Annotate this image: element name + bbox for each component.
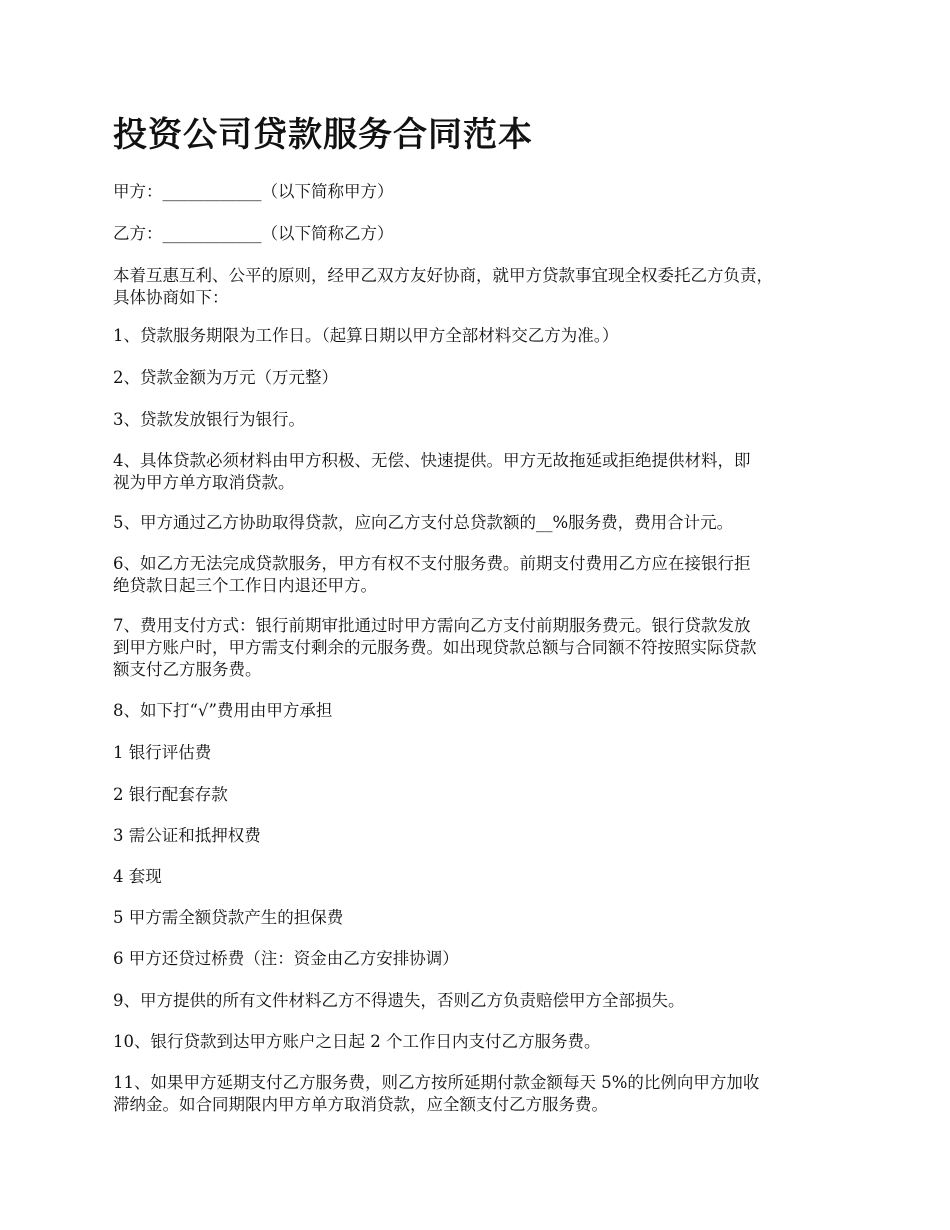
clause-2: 2、贷款金额为万元（万元整） [113, 368, 338, 387]
fee-item-4: 4 套现 [113, 867, 162, 886]
clause-9: 9、甲方提供的所有文件材料乙方不得遗失，否则乙方负责赔偿甲方全部损失。 [113, 991, 685, 1010]
clause-8: 8、如下打“√”费用由甲方承担 [113, 701, 333, 720]
document-title: 投资公司贷款服务合同范本 [113, 115, 533, 155]
clause-11: 11、如果甲方延期支付乙方服务费，则乙方按所延期付款金额每天 5%的比例向甲方加收 滞纳金。如合同期限内甲方单方取消贷款，应全额支付乙方服务费。 [113, 1073, 760, 1114]
clause-5: 5、甲方通过乙方协助取得贷款，应向乙方支付总贷款额的__%服务费，费用合计元。 [113, 513, 734, 532]
intro-paragraph: 本着互惠互利、公平的原则，经甲乙双方友好协商，就甲方贷款事宜现全权委托乙方负责， 具体协商如下： [113, 266, 773, 307]
clause-1: 1、贷款服务期限为工作日。（起算日期以甲方全部材料交乙方为准。） [113, 326, 619, 345]
clause-6: 6、如乙方无法完成贷款服务，甲方有权不支付服务费。前期支付费用乙方应在接银行拒 绝贷款日起三个工作日内退还甲方。 [113, 554, 751, 595]
party-b-line: 乙方：____________（以下简称乙方） [113, 224, 394, 243]
fee-item-3: 3 需公证和抵押权费 [113, 826, 261, 845]
fee-item-5: 5 甲方需全额贷款产生的担保费 [113, 908, 344, 927]
fee-item-1: 1 银行评估费 [113, 743, 212, 762]
clause-7: 7、费用支付方式：银行前期审批通过时甲方需向乙方支付前期服务费元。银行贷款发放 到甲方账户时，甲方需支付剩余的元服务费。如出现贷款总额与合同额不符按照实际贷款 额支付乙方服务费。 [113, 616, 757, 679]
clause-4: 4、具体贷款必须材料由甲方积极、无偿、快速提供。甲方无故拖延或拒绝提供材料，即 视为甲方单方取消贷款。 [113, 451, 751, 492]
fee-item-2: 2 银行配套存款 [113, 785, 228, 804]
party-a-line: 甲方：____________（以下简称甲方） [113, 182, 394, 201]
clause-3: 3、贷款发放银行为银行。 [113, 410, 305, 429]
fee-item-6: 6 甲方还贷过桥费（注：资金由乙方安排协调） [113, 949, 459, 968]
clause-10: 10、银行贷款到达甲方账户之日起 2 个工作日内支付乙方服务费。 [113, 1032, 601, 1051]
